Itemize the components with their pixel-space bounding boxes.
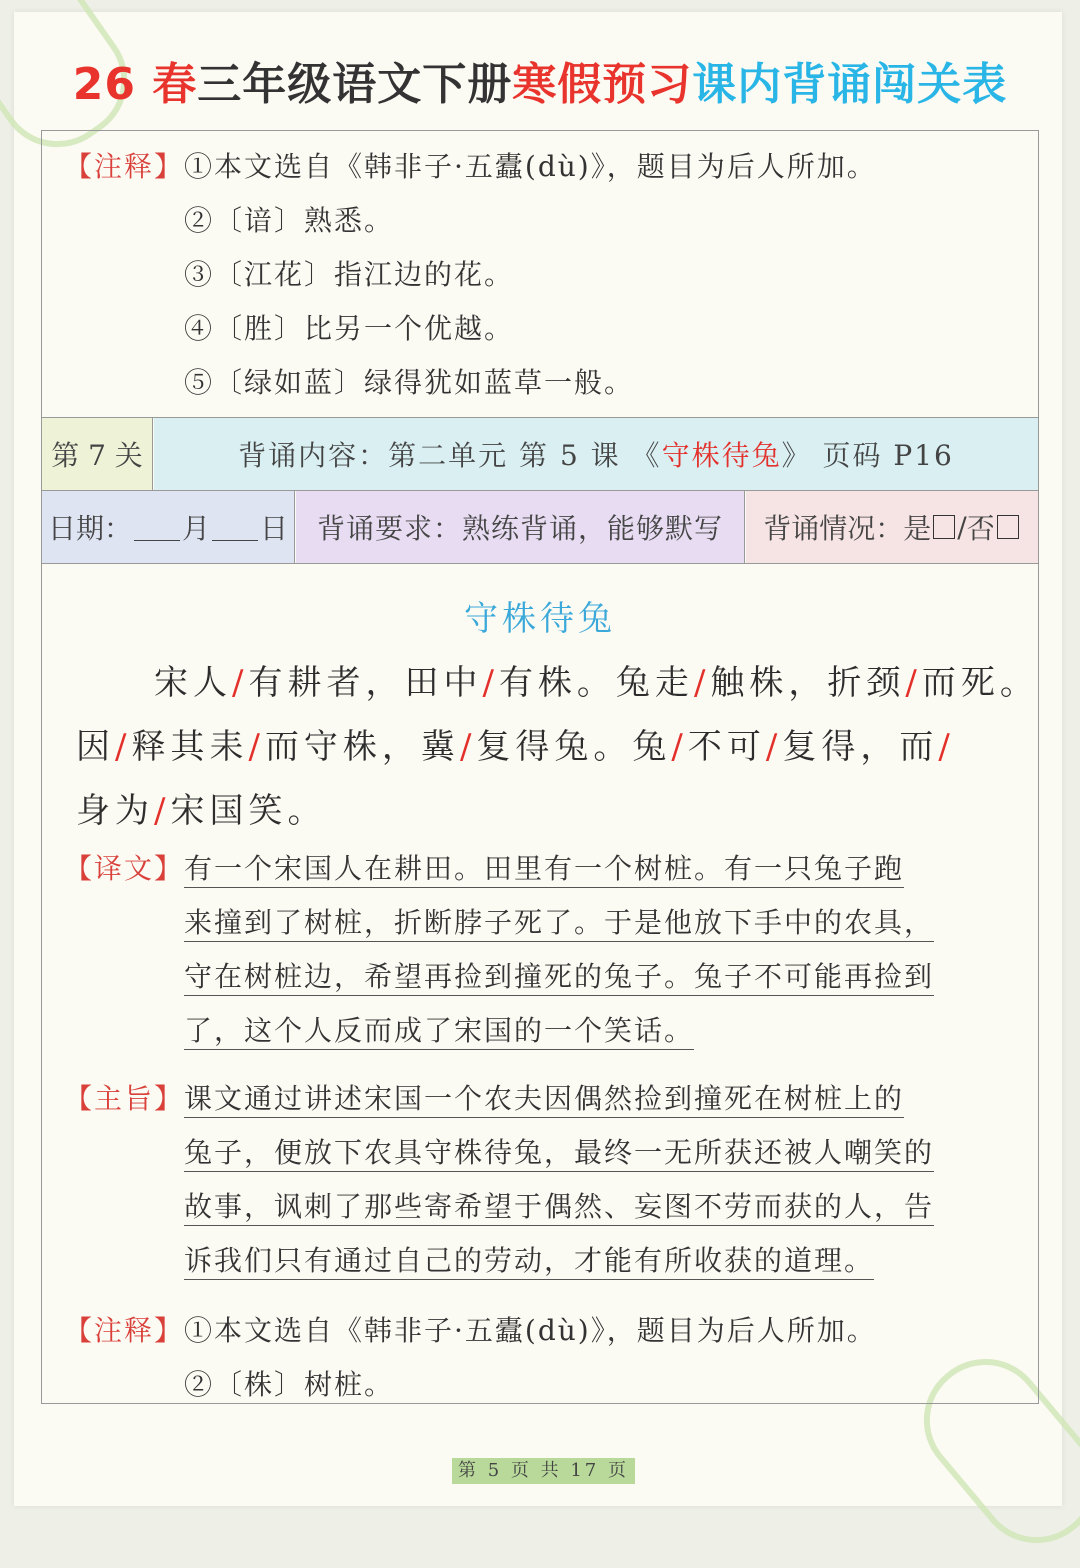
page-number: 第 5 页 共 17 页 bbox=[452, 1458, 635, 1484]
translation-line: 守在树桩边，希望再捡到撞死的兔子。兔子不可能再捡到 bbox=[184, 955, 934, 995]
translation-line: 了，这个人反而成了宋国的一个笑话。 bbox=[184, 1009, 694, 1049]
lesson-name: 守株待兔 bbox=[661, 439, 782, 472]
title-table: 课内背诵闯关表 bbox=[692, 59, 1008, 110]
page-title bbox=[0, 48, 1080, 112]
level-number: 第 7 关 bbox=[42, 418, 153, 490]
recite-status: 背诵情况： 是 / 否 bbox=[746, 491, 1038, 563]
notes-item: ②〔株〕树桩。 bbox=[184, 1368, 395, 1401]
title-year: 26 春 bbox=[72, 59, 198, 110]
day-blank[interactable] bbox=[212, 514, 258, 541]
title-preview: 寒假预习 bbox=[512, 59, 693, 110]
text-line: 身为/宋国笑。 bbox=[76, 791, 327, 831]
notes-section-top bbox=[42, 131, 1038, 417]
theme-line: 诉我们只有通过自己的劳动，才能有所收获的道理。 bbox=[184, 1239, 874, 1279]
translation-tag: 【译文】 bbox=[64, 852, 185, 885]
translation-line: 来撞到了树桩，折断脖子死了。于是他放下手中的农具， bbox=[184, 901, 934, 941]
notes-item: ⑤〔绿如蓝〕绿得犹如蓝草一般。 bbox=[184, 366, 635, 399]
month-blank[interactable] bbox=[134, 514, 180, 541]
title-grade: 三年级语文下册 bbox=[197, 59, 513, 110]
notes-item: 【注释】①本文选自《韩非子·五蠹(dù)》，题目为后人所加。 bbox=[64, 150, 877, 183]
worksheet-frame bbox=[41, 130, 1039, 1404]
theme-line: 【主旨】课文通过讲述宋国一个农夫因偶然捡到撞死在树桩上的 bbox=[64, 1077, 904, 1117]
text-title: 守株待兔 bbox=[464, 599, 616, 639]
info-row bbox=[42, 491, 1038, 564]
recite-requirement: 背诵要求：熟练背诵，能够默写 bbox=[296, 491, 745, 563]
recite-content: 背诵内容：第二单元 第 5 课 《 守株待兔 》 页码 P16 bbox=[154, 418, 1038, 490]
level-row bbox=[42, 417, 1038, 491]
text-line: 因/释其耒/而守株，冀/复得兔。兔/不可/复得，而/ bbox=[76, 727, 955, 767]
text-line: 宋人/有耕者，田中/有株。兔走/触株，折颈/而死。 bbox=[154, 663, 1039, 703]
notes-item: ②〔谙〕熟悉。 bbox=[184, 204, 395, 237]
translation-line: 【译文】有一个宋国人在耕田。田里有一个树桩。有一只兔子跑 bbox=[64, 847, 904, 887]
notes-tag: 【注释】 bbox=[64, 150, 185, 183]
notes-item: ④〔胜〕比另一个优越。 bbox=[184, 312, 515, 345]
notes-tag: 【注释】 bbox=[64, 1314, 185, 1347]
notes-item: 【注释】①本文选自《韩非子·五蠹(dù)》，题目为后人所加。 bbox=[64, 1314, 877, 1347]
notes-item: ③〔江花〕指江边的花。 bbox=[184, 258, 515, 291]
date-field[interactable]: 日期： 月 日 bbox=[42, 491, 295, 563]
yes-checkbox[interactable] bbox=[933, 515, 955, 539]
theme-line: 故事，讽刺了那些寄希望于偶然、妄图不劳而获的人，告 bbox=[184, 1185, 934, 1225]
theme-line: 兔子，便放下农具守株待兔，最终一无所获还被人嘲笑的 bbox=[184, 1131, 934, 1171]
theme-tag: 【主旨】 bbox=[64, 1082, 185, 1115]
no-checkbox[interactable] bbox=[997, 515, 1019, 539]
